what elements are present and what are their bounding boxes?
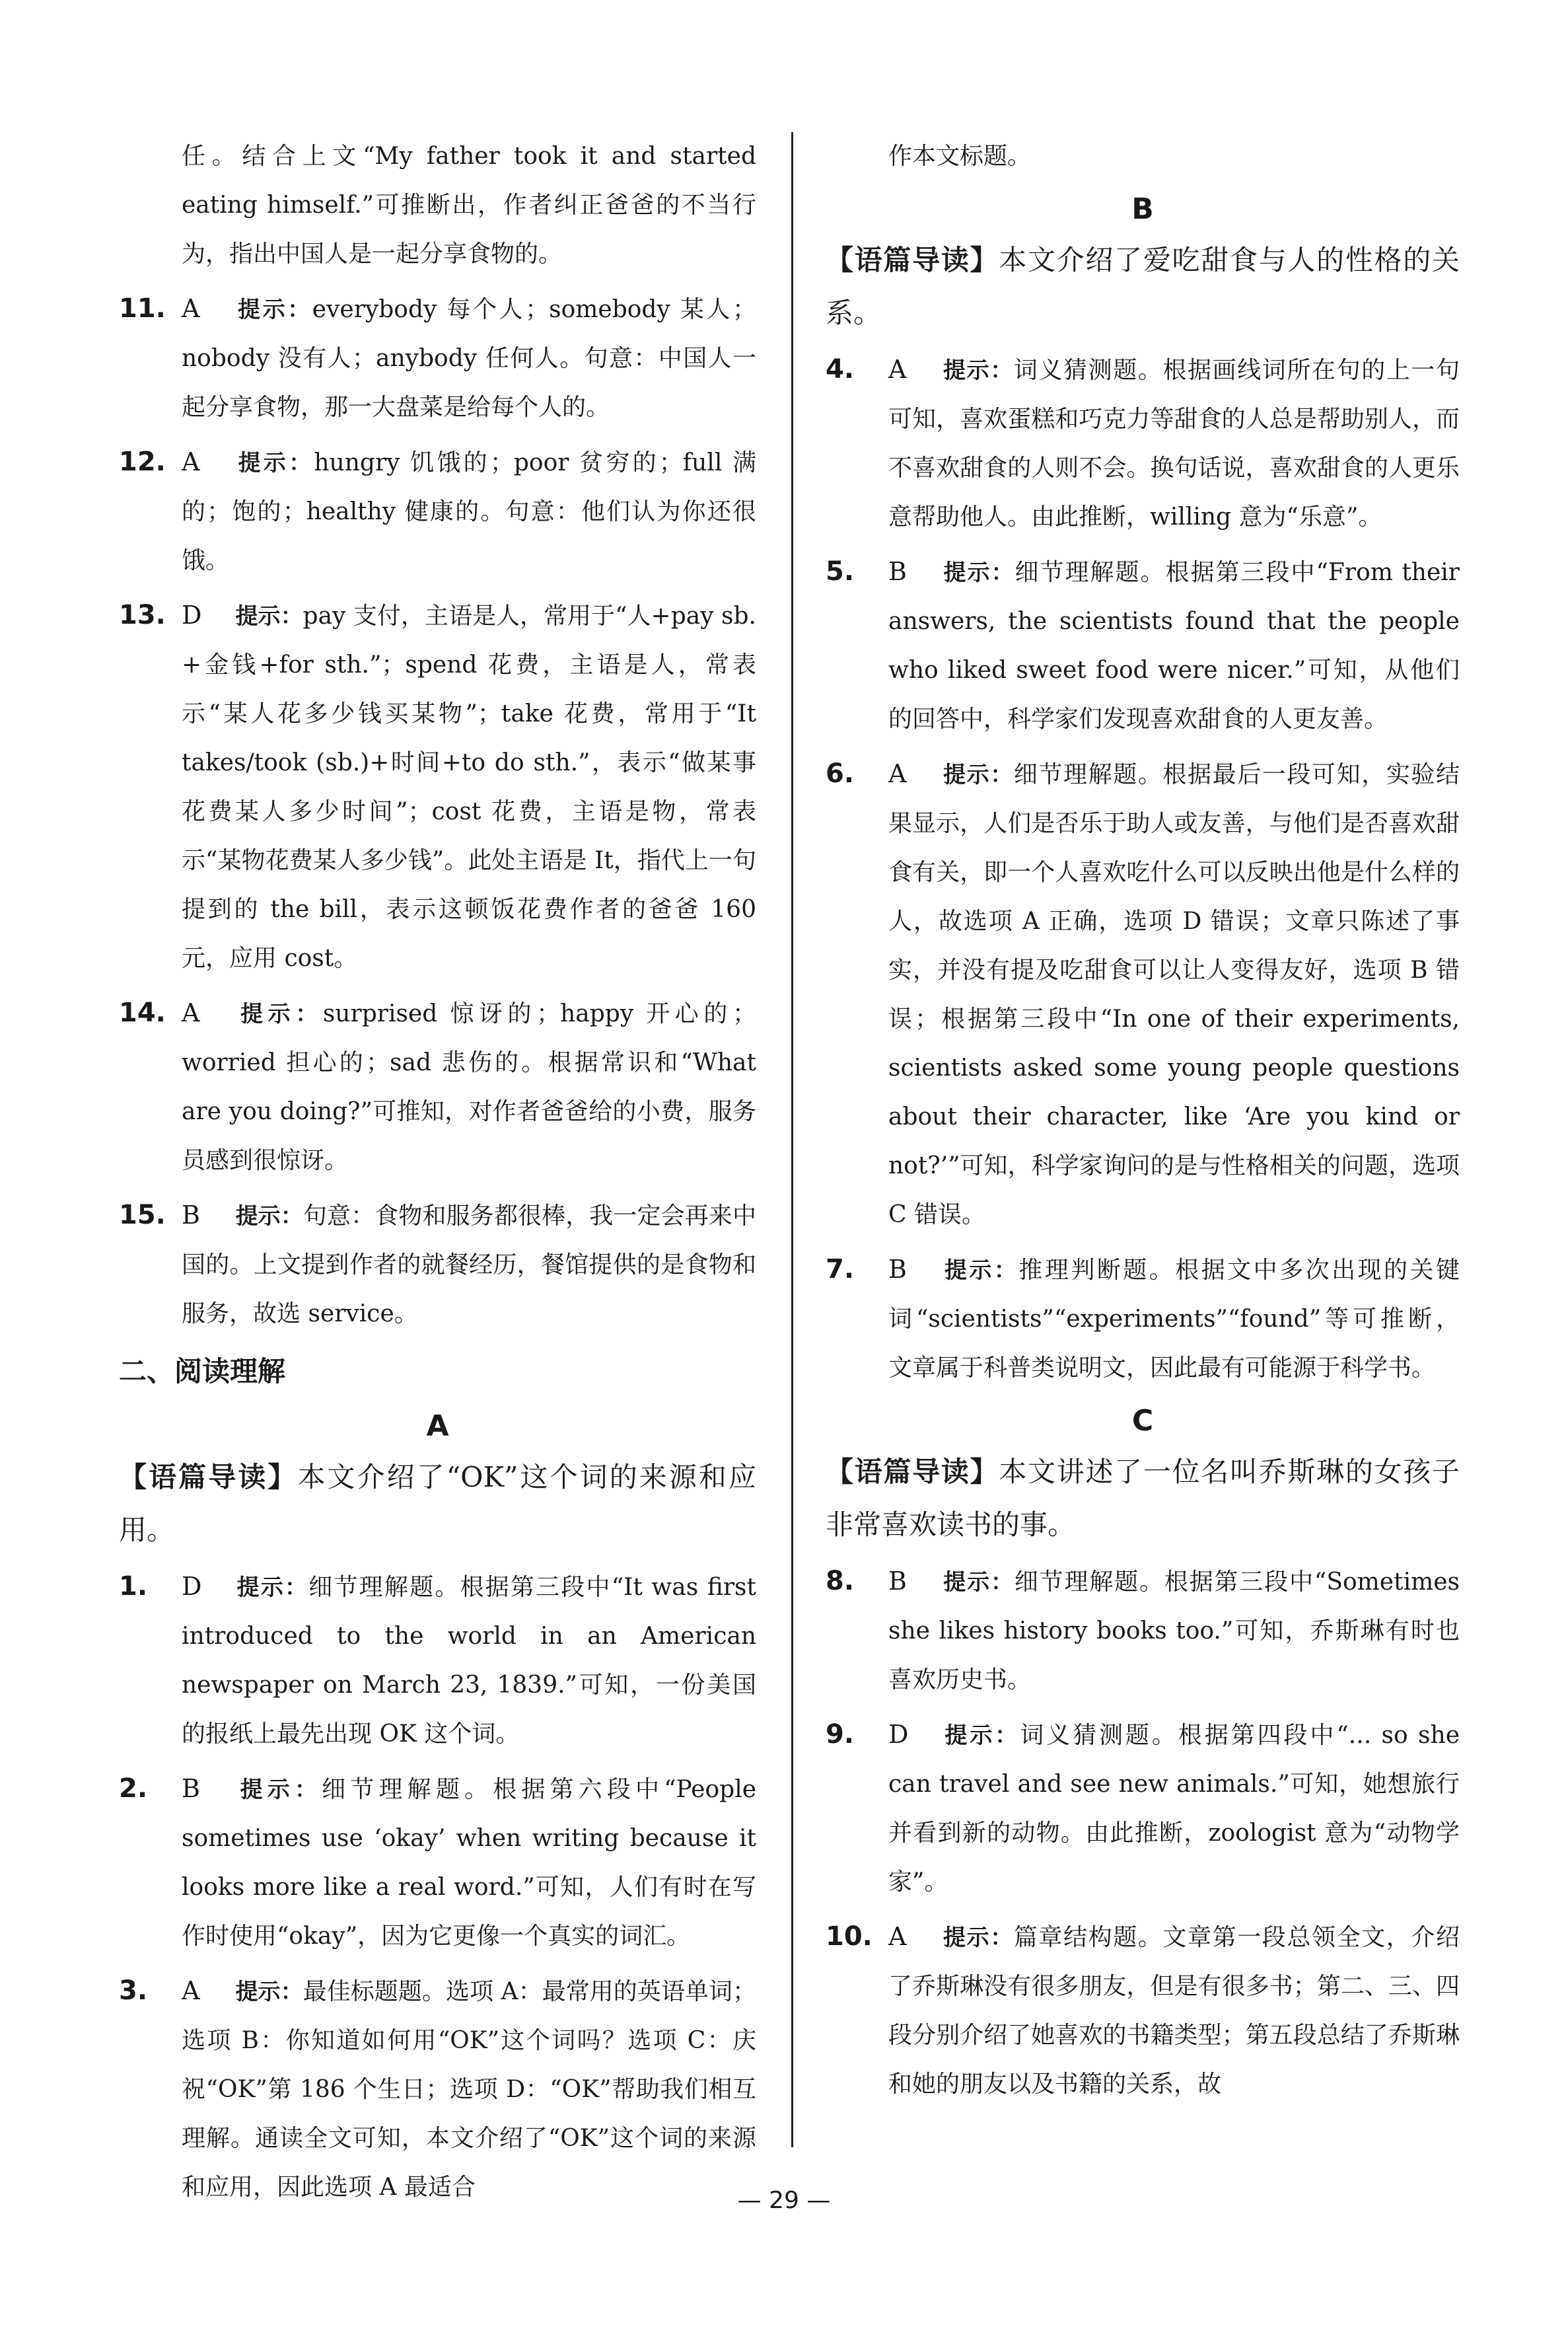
question-number: 1. [119,1571,148,1602]
answer-item [826,1557,1460,1705]
answer-letter: B [888,1255,907,1284]
answer-text-block [888,345,1460,542]
hint-label: 提示： [240,1001,323,1027]
answer-text-block [182,1764,756,1961]
answer-text-block [888,749,1460,1239]
question-number: 9. [826,1719,855,1750]
answer-item [119,1764,756,1961]
intro-text: 本文介绍了爱吃甜食与人的性格的关系。 [826,244,1460,329]
hint-label: 提示： [235,1203,303,1230]
answer-text-block [182,1191,756,1339]
answer-letter: A [182,447,200,476]
explanation: 细节理解题。根据第三段中“It was first introduced to the world in an American newspaper on March 23, 1839.”可知，一份美国的报纸上最先出现 OK 这个词。 [182,1574,756,1748]
answer-item [826,547,1460,744]
answer-letter: B [888,1567,907,1596]
hint-label: 提示： [943,1569,1015,1596]
answer-letter: D [182,1572,202,1601]
answer-text-block [182,988,756,1185]
passage-letter-b: B [1131,192,1154,226]
explanation: 词义猜测题。根据第四段中“... so she can travel and see new animals.”可知，她想旅行并看到新的动物。由此推断，zoologist 意为“动物学家”。 [888,1722,1460,1896]
passage-intro-a [119,1451,756,1557]
answer-letter: A [888,1922,907,1951]
hint-label: 提示： [943,357,1014,384]
answer-letter: A [888,355,907,384]
continuation-text: 作本文标题。 [888,143,1032,170]
answer-item [119,1562,756,1759]
answer-text-block [182,1562,756,1759]
hint-label: 提示： [240,1777,322,1803]
question-number: 6. [826,758,855,789]
answer-item [826,345,1460,542]
intro-text: 本文介绍了“OK”这个词的来源和应用。 [119,1461,756,1546]
answer-item [119,437,756,585]
explanation: 细节理解题。根据第六段中“People sometimes use ‘okay’ when writing because it looks more like a real word.”可知，人们有时在写作时使用“okay”，因为它更像一个真实的词汇。 [182,1776,757,1950]
answer-item [826,1710,1460,1907]
question-number: 10. [826,1921,873,1952]
answer-text-block [888,1245,1460,1393]
question-number: 11. [119,293,166,324]
answer-list [826,1557,1460,2109]
answer-item [826,1245,1460,1393]
answer-item [826,1912,1460,2109]
passage-intro-c [826,1446,1460,1551]
answer-item [119,1191,756,1339]
answer-text-block [888,1912,1460,2109]
hint-label: 提示： [235,1979,303,2005]
question-number: 7. [826,1254,855,1284]
hint-label: 提示： [238,297,312,323]
hint-label: 提示： [235,603,303,630]
passage-letter-a: A [426,1409,449,1443]
explanation: 最佳标题题。选项 A：最常用的英语单词；选项 B：你知道如何用“OK”这个词吗？选项 C：庆祝“OK”第 186 个生日；选项 D：“OK”帮助我们相互理解。通读全文可知，本文介绍了“OK”这个词的来源和应用，因此选项 A 最适合 [182,1978,757,2201]
hint-label: 提示： [944,1722,1020,1749]
intro-tag: 【语篇导读】 [826,244,999,276]
intro-text: 本文讲述了一位名叫乔斯琳的女孩子非常喜欢读书的事。 [826,1456,1460,1541]
passage-letter-c: C [1131,1404,1154,1438]
explanation: 细节理解题。根据第三段中“Sometimes she likes history books too.”可知，乔斯琳有时也喜欢历史书。 [888,1568,1460,1693]
explanation: pay 支付，主语是人，常用于“人+pay sb. +金钱+for sth.”；spend 花费，主语是人，常表示“某人花多少钱买某物”；take 花费，常用于“It takes/took (sb.)+时间+to do sth.”，表示“做某事花费某人多少时间”；cost 花费，主语是物，常表示“某物花费某人多少钱”。此处主语是 It，指代上一句提到的 the bill，表示这顿饭花费作者的爸爸 160 元，应用 cost。 [182,603,756,972]
column-divider [791,132,793,2147]
question-number: 5. [826,556,855,587]
question-number: 8. [826,1566,855,1596]
explanation: surprised 惊讶的；happy 开心的；worried 担心的；sad 悲伤的。根据常识和“What are you doing?”可推知，对作者爸爸给的小费，服务员感到很惊讶。 [182,1000,756,1174]
answer-list [119,1562,756,2212]
answer-text-block [182,591,756,983]
page-number: — 29 — [737,2187,831,2214]
answer-text-block [182,1966,756,2212]
answer-letter: B [888,557,907,586]
question-number: 3. [119,1975,148,2006]
section-title: 二、阅读理解 [119,1355,286,1387]
intro-tag: 【语篇导读】 [119,1461,298,1493]
answer-text-block [888,547,1460,744]
hint-label: 提示： [238,450,314,476]
hint-label: 提示： [943,1925,1014,1951]
explanation: 细节理解题。根据最后一段可知，实验结果显示，人们是否乐于助人或友善，与他们是否喜欢甜食有关，即一个人喜欢吃什么可以反映出他是什么样的人，故选项 A 正确，选项 D 错误；文章只陈述了事实，并没有提及吃甜食可以让人变得友好，选项 B 错误；根据第三段中“In one of their experiments, scientists asked some young people questions about their character, like ‘Are you kind or not?’”可知，科学家询问的是与性格相关的问题，选项 C 错误。 [888,761,1460,1228]
answer-letter: D [888,1720,909,1749]
answer-letter: B [182,1774,200,1803]
answer-item [119,1966,756,2212]
explanation: 词义猜测题。根据画线词所在句的上一句可知，喜欢蛋糕和巧克力等甜食的人总是帮助别人，而不喜欢甜食的人则不会。换句话说，喜欢甜食的人更乐意帮助他人。由此推断，willing 意为“乐意”。 [888,357,1460,531]
left-column [119,132,756,2212]
hint-label: 提示： [236,1574,309,1601]
right-column [826,132,1460,2109]
answer-list [826,345,1460,1393]
hint-label: 提示： [944,1257,1019,1284]
question-number: 12. [119,447,166,477]
answer-text-block [888,1557,1460,1705]
answer-item [119,284,756,432]
answer-letter: D [182,601,202,630]
answer-item [826,749,1460,1239]
explanation: 篇章结构题。文章第一段总领全文，介绍了乔斯琳没有很多朋友，但是有很多书；第二、三、四段分别介绍了她喜欢的书籍类型；第五段总结了乔斯琳和她的朋友以及书籍的关系，故 [888,1924,1460,2098]
answer-letter: A [888,759,907,788]
question-number: 15. [119,1200,166,1230]
explanation: 细节理解题。根据第三段中“From their answers, the scientists found that the people who liked sweet food were nicer.”可知，从他们的回答中，科学家们发现喜欢甜食的人更友善。 [888,559,1460,733]
answer-letter: A [182,294,200,323]
answer-text-block [182,284,756,432]
explanation: hungry 饥饿的；poor 贫穷的；full 满的；饱的；healthy 健康的。句意：他们认为你还很饿。 [182,449,756,574]
question-number: 14. [119,998,166,1028]
intro-tag: 【语篇导读】 [826,1456,999,1488]
hint-label: 提示： [943,762,1014,788]
answer-item [119,988,756,1185]
answer-item [119,591,756,983]
answer-text-block [888,1710,1460,1907]
answer-text-block [182,437,756,585]
answer-letter: A [182,998,200,1027]
explanation: 句意：食物和服务都很棒，我一定会再来中国的。上文提到作者的就餐经历，餐馆提供的是食物和服务，故选 service。 [182,1202,756,1327]
continuation-text: 任。结合上文“My father took it and started eating himself.”可推断出，作者纠正爸爸的不当行为，指出中国人是一起分享食物的。 [182,143,756,268]
explanation: 推理判断题。根据文中多次出现的关键词“scientists”“experiments”“found”等可推断，文章属于科普类说明文，因此最有可能源于科学书。 [888,1257,1460,1382]
answer-list [119,284,756,1339]
question-number: 4. [826,354,855,385]
question-number: 2. [119,1773,148,1804]
passage-intro-b [826,234,1460,340]
explanation: everybody 每个人；somebody 某人；nobody 没有人；anybody 任何人。句意：中国人一起分享食物，那一大盘菜是给每个人的。 [182,296,756,421]
question-number: 13. [119,600,166,630]
answer-letter: A [182,1976,200,2005]
answer-letter: B [182,1200,200,1230]
hint-label: 提示： [943,560,1015,586]
